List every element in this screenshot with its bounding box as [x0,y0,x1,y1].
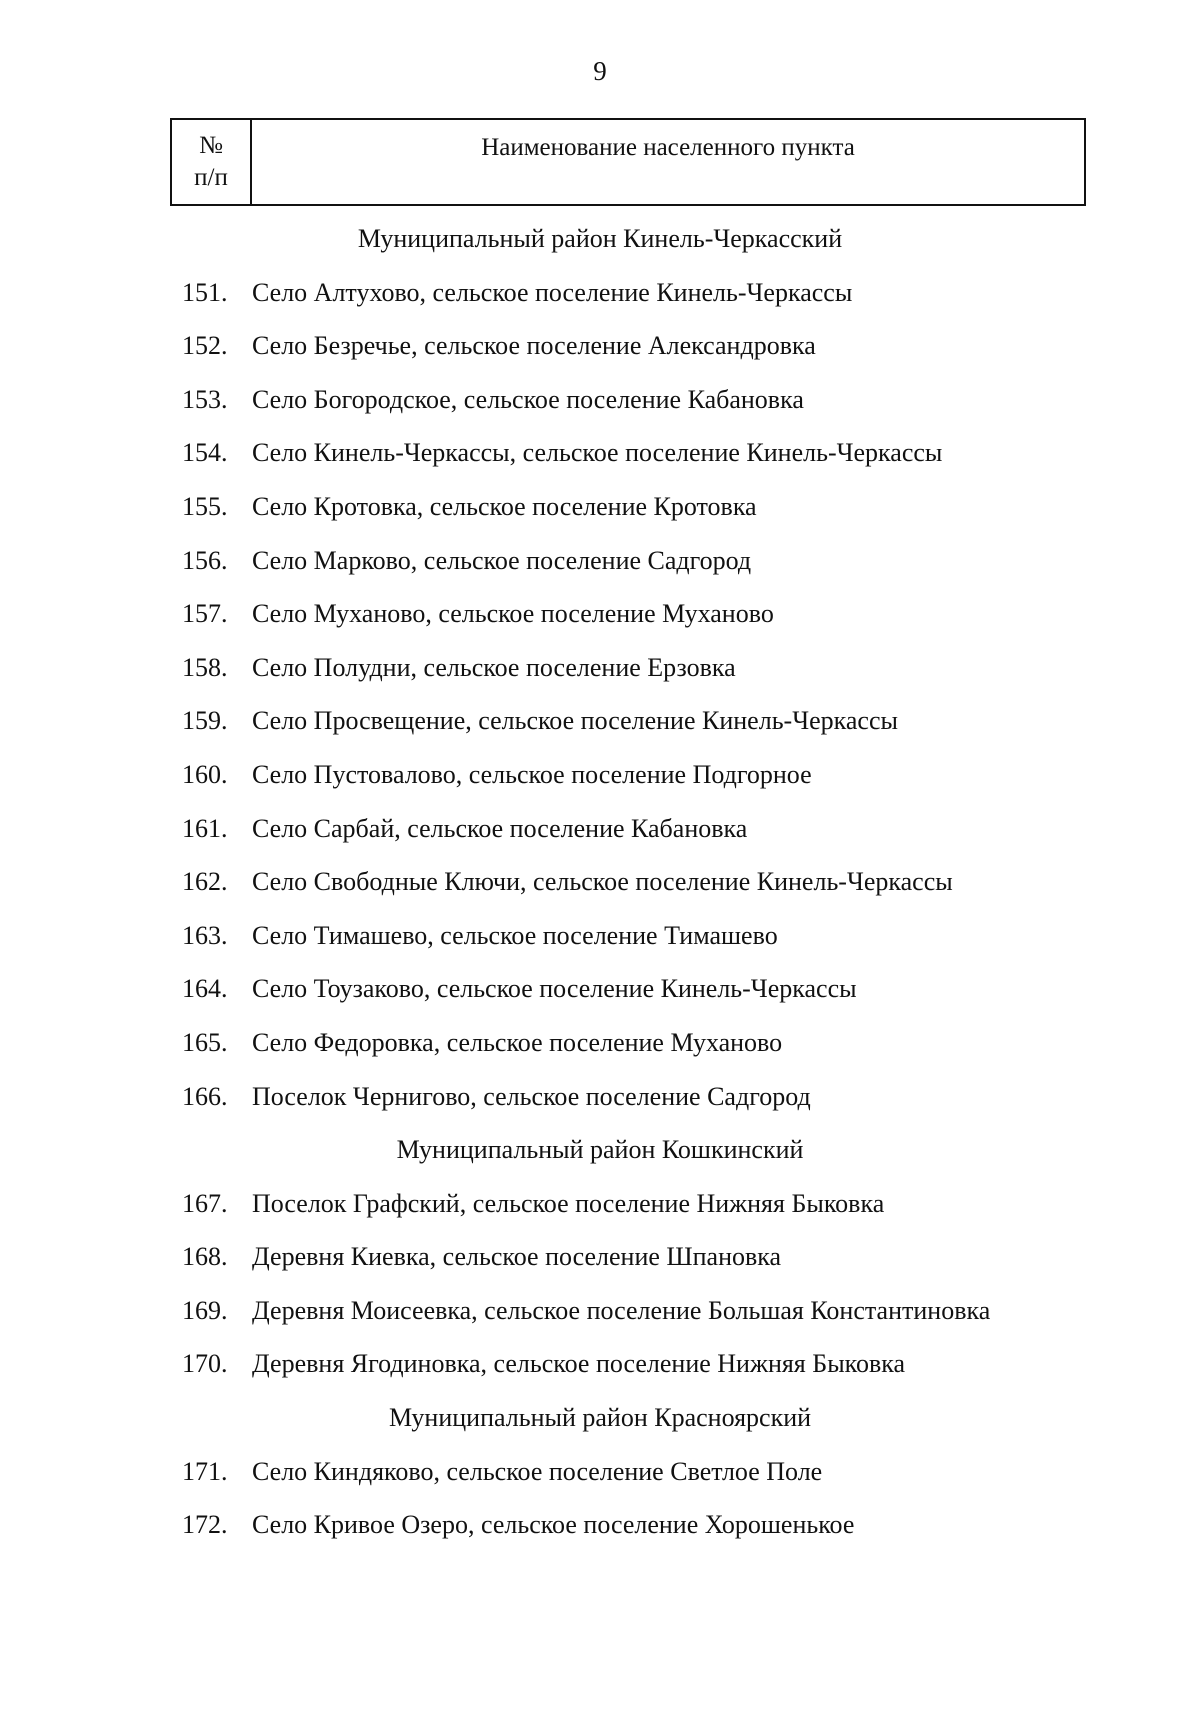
header-number-symbol: № [199,132,223,159]
list-item [0,319,1200,373]
settlement-name: Поселок Чернигово, сельское поселение Садгород [252,1081,811,1111]
settlement-name: Село Кривое Озеро, сельское поселение Хорошенькое [252,1510,855,1540]
settlement-list [0,212,1200,1552]
list-item [0,694,1200,748]
item-number: 157. [182,599,228,629]
list-item [0,962,1200,1016]
settlement-name: Село Тоузаково, сельское поселение Кинель-Черкассы [252,974,857,1004]
header-number-column [172,120,252,204]
item-number: 153. [182,384,228,414]
list-item [0,802,1200,856]
settlement-name: Село Безречье, сельское поселение Александровка [252,331,816,361]
item-number: 158. [182,652,228,682]
header-number-abbr: п/п [194,164,228,191]
list-item [0,480,1200,534]
settlement-name: Село Муханово, сельское поселение Муханово [252,599,774,629]
item-number: 166. [182,1081,228,1111]
item-number: 151. [182,277,228,307]
settlement-name: Село Марково, сельское поселение Садгород [252,545,752,575]
district-name: Муниципальный район Кошкинский [396,1135,804,1165]
list-item [0,373,1200,427]
item-number: 159. [182,706,228,736]
item-number: 154. [182,438,228,468]
settlement-name: Поселок Графский, сельское поселение Нижняя Быковка [252,1188,885,1218]
list-item [0,266,1200,320]
item-number: 167. [182,1188,228,1218]
table-header [170,118,1086,206]
settlement-name: Деревня Ягодиновка, сельское поселение Нижняя Быковка [252,1349,906,1379]
item-number: 162. [182,867,228,897]
list-item [0,534,1200,588]
settlement-name: Село Тимашево, сельское поселение Тимашево [252,920,778,950]
item-number: 165. [182,1027,228,1057]
header-name-column: Наименование населенного пункта [481,134,855,161]
item-number: 161. [182,813,228,843]
settlement-name: Село Свободные Ключи, сельское поселение Кинель-Черкассы [252,867,953,897]
district-name: Муниципальный район Красноярский [388,1403,812,1433]
item-number: 171. [182,1456,228,1486]
district-name: Муниципальный район Кинель-Черкасский [357,224,843,253]
list-item [0,855,1200,909]
list-item [0,1230,1200,1284]
settlement-name: Село Полудни, сельское поселение Ерзовка [252,652,736,682]
item-number: 169. [182,1295,228,1325]
settlement-name: Село Просвещение, сельское поселение Кинель-Черкассы [252,706,898,736]
item-number: 172. [182,1510,228,1540]
list-item [0,1177,1200,1231]
item-number: 163. [182,920,228,950]
page-number: 9 [593,56,607,86]
list-item [0,1445,1200,1499]
settlement-name: Село Кротовка, сельское поселение Кротовка [252,491,757,521]
list-item [0,1070,1200,1124]
list-item [0,1016,1200,1070]
item-number: 160. [182,759,228,789]
settlement-name: Деревня Киевка, сельское поселение Шпановка [252,1242,782,1272]
item-number: 170. [182,1349,228,1379]
item-number: 156. [182,545,228,575]
settlement-name: Село Богородское, сельское поселение Кабановка [252,384,804,414]
item-number: 155. [182,491,228,521]
settlement-name: Село Федоровка, сельское поселение Муханово [252,1027,783,1057]
settlement-name: Село Пустовалово, сельское поселение Подгорное [252,759,812,789]
settlement-name: Село Сарбай, сельское поселение Кабановка [252,813,748,843]
list-item [0,1284,1200,1338]
settlement-name: Село Киндяково, сельское поселение Светлое Поле [252,1456,823,1486]
list-item [0,426,1200,480]
district-heading [0,1391,1200,1445]
list-item [0,641,1200,695]
district-heading [0,212,1200,266]
item-number: 168. [182,1242,228,1272]
settlement-name: Село Алтухово, сельское поселение Кинель-Черкассы [252,277,853,307]
settlement-name: Село Кинель-Черкассы, сельское поселение Кинель-Черкассы [252,438,943,468]
list-item [0,587,1200,641]
list-item [0,1498,1200,1552]
list-item [0,1337,1200,1391]
list-item [0,909,1200,963]
settlement-name: Деревня Моисеевка, сельское поселение Большая Константиновка [252,1295,991,1325]
item-number: 152. [182,331,228,361]
item-number: 164. [182,974,228,1004]
district-heading [0,1123,1200,1177]
list-item [0,748,1200,802]
